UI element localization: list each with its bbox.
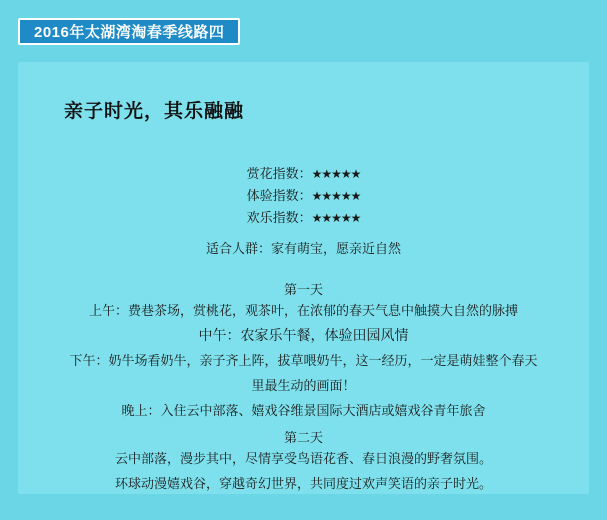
day-one-heading: 第一天 xyxy=(283,282,323,297)
index-label: 赏花指数： xyxy=(246,166,312,181)
page-title: 亲子时光，其乐融融 xyxy=(64,101,245,122)
content-card xyxy=(18,62,589,494)
itinerary-line: 环球动漫嬉戏谷，穿越奇幻世界，共同度过欢声笑语的亲子时光。 xyxy=(114,476,492,491)
itinerary-line: 中午：农家乐午餐，体验田园风情 xyxy=(198,327,409,343)
index-row xyxy=(48,185,559,207)
banner-title: 2016年太湖湾淘春季线路四 xyxy=(34,24,225,41)
content-body xyxy=(18,62,589,496)
index-row xyxy=(48,163,559,185)
itinerary-line: 晚上：入住云中部落、嬉戏谷维景国际大酒店或嬉戏谷青年旅舍 xyxy=(121,403,486,418)
itinerary-line: 下午：奶牛场看奶牛，亲子齐上阵，拔草喂奶牛，这一经历，一定是萌娃整个春天 xyxy=(69,353,538,368)
index-stars: ★★★★★ xyxy=(311,167,361,181)
index-label: 欢乐指数： xyxy=(246,210,312,225)
index-label: 体验指数： xyxy=(246,188,312,203)
index-stars: ★★★★★ xyxy=(311,211,361,225)
itinerary-line: 上午：费巷茶场，赏桃花，观茶叶，在浓郁的春天气息中触摸大自然的脉搏 xyxy=(88,303,518,318)
index-row xyxy=(48,207,559,229)
audience-line: 适合人群：家有萌宝，愿亲近自然 xyxy=(205,241,401,256)
title-banner xyxy=(18,18,240,45)
day-two-heading: 第二天 xyxy=(283,430,323,445)
index-stars: ★★★★★ xyxy=(311,189,361,203)
itinerary-line: 里最生动的画面！ xyxy=(251,378,356,393)
itinerary-line: 云中部落，漫步其中，尽情享受鸟语花香、春日浪漫的野奢氛围。 xyxy=(114,451,492,466)
index-list xyxy=(48,163,559,229)
